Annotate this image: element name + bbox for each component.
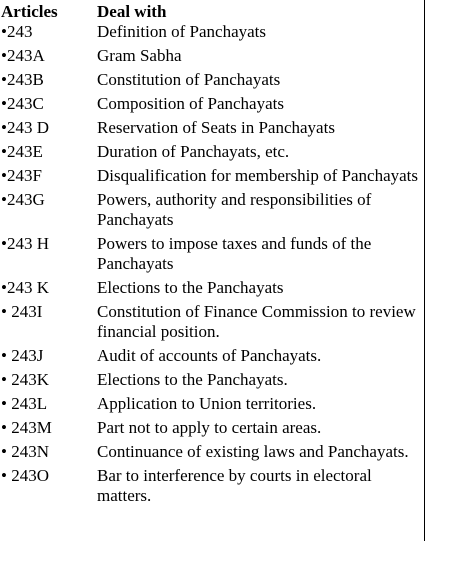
article-number: •243B — [1, 70, 44, 89]
table-row — [1, 70, 422, 94]
article-description: Elections to the Panchayats — [97, 278, 284, 297]
table-right-border — [424, 0, 425, 541]
article-description: Continuance of existing laws and Panchayats. — [97, 442, 409, 461]
table-row — [1, 418, 422, 442]
article-description: Composition of Panchayats — [97, 94, 284, 113]
article-number: •243 K — [1, 278, 49, 297]
article-number: • 243J — [1, 346, 44, 365]
table-row — [1, 46, 422, 70]
article-number: •243E — [1, 142, 43, 161]
articles-column-header: Articles — [1, 2, 58, 21]
article-number: •243G — [1, 190, 45, 209]
article-description: Disqualification for membership of Panchayats — [97, 166, 419, 185]
article-number: •243C — [1, 94, 44, 113]
article-number: • 243M — [1, 418, 52, 437]
article-number: •243 D — [1, 118, 49, 137]
table-row — [1, 234, 422, 278]
table-row — [1, 466, 422, 510]
article-description: Part not to apply to certain areas. — [97, 418, 322, 437]
article-number: • 243I — [1, 302, 43, 321]
article-description: Constitution of Panchayats — [97, 70, 281, 89]
article-description: Audit of accounts of Panchayats. — [97, 346, 322, 365]
article-description: Powers to impose taxes and funds of the Panchayats — [97, 234, 372, 273]
article-number: • 243O — [1, 466, 49, 485]
article-number: • 243K — [1, 370, 49, 389]
table-row — [1, 370, 422, 394]
article-number: •243 H — [1, 234, 49, 253]
table-row — [1, 394, 422, 418]
articles-table — [1, 2, 422, 510]
article-number: •243 — [1, 22, 33, 41]
table-row — [1, 190, 422, 234]
table-row — [1, 442, 422, 466]
article-number: • 243N — [1, 442, 49, 461]
table-row — [1, 166, 422, 190]
table-row — [1, 22, 422, 46]
article-description: Gram Sabha — [97, 46, 182, 65]
table-row — [1, 278, 422, 302]
table-row — [1, 142, 422, 166]
article-description: Application to Union territories. — [97, 394, 317, 413]
article-description: Bar to interference by courts in electoral matters. — [97, 466, 372, 505]
table-row — [1, 302, 422, 346]
article-description: Constitution of Finance Commission to review financial position. — [97, 302, 416, 341]
article-number: •243F — [1, 166, 42, 185]
article-description: Duration of Panchayats, etc. — [97, 142, 290, 161]
article-number: •243A — [1, 46, 45, 65]
article-description: Reservation of Seats in Panchayats — [97, 118, 335, 137]
table-row — [1, 346, 422, 370]
article-description: Powers, authority and responsibilities of Panchayats — [97, 190, 372, 229]
table-row — [1, 118, 422, 142]
article-description: Elections to the Panchayats. — [97, 370, 288, 389]
article-number: • 243L — [1, 394, 48, 413]
article-description: Definition of Panchayats — [97, 22, 267, 41]
header-row — [1, 2, 422, 22]
deal-with-column-header: Deal with — [97, 2, 167, 21]
table-row — [1, 94, 422, 118]
